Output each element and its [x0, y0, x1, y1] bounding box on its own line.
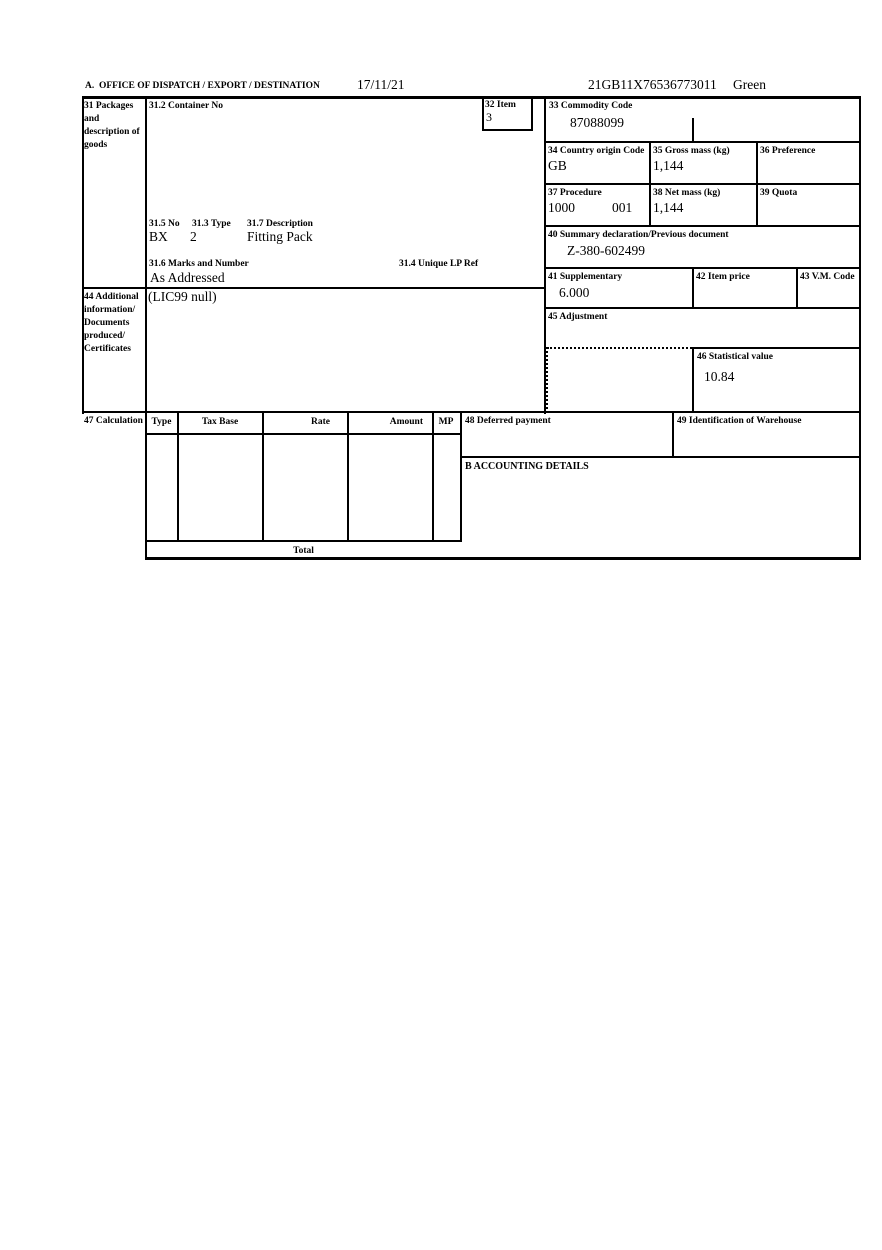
box31-7-description-label: 31.7 Description: [247, 219, 313, 229]
col48-49-divider: [672, 411, 674, 458]
calc-table-bottom-border: [145, 540, 462, 542]
box46-statistical-value: 10.84: [704, 369, 735, 384]
box33-bottom-border: [544, 141, 861, 143]
box40-previous-doc-label: 40 Summary declaration/Previous document: [548, 230, 729, 240]
box47-calculation-label: 47 Calculation: [84, 416, 143, 426]
form-top-border: [82, 96, 861, 99]
row41-bottom-border: [544, 307, 861, 309]
box44-label: 44 Additional information/ Documents produced/ Certificates: [84, 292, 139, 354]
calc-header-type: Type: [151, 417, 172, 427]
calc-total-label: Total: [293, 546, 314, 556]
label-column-divider: [145, 96, 147, 560]
col35-36-divider: [756, 141, 758, 227]
calc-header-rate: Rate: [311, 417, 330, 427]
box31-3-type-label: 31.3 Type: [192, 219, 231, 229]
calc-col3-divider: [347, 411, 349, 542]
box41-supplementary-label: 41 Supplementary: [548, 272, 623, 282]
box31-3-type-value: 2: [190, 229, 197, 244]
box32-item-label: 32 Item: [485, 100, 516, 110]
calc-table-right-border: [460, 411, 462, 542]
calc-header-amount: Amount: [389, 417, 423, 427]
box44-bottom-border: [82, 411, 861, 413]
row34-bottom-border: [544, 183, 861, 185]
box48-deferred-payment-label: 48 Deferred payment: [465, 416, 551, 426]
box43-vm-code-label: 43 V.M. Code: [800, 272, 855, 282]
box31-4-lp-ref-label: 31.4 Unique LP Ref: [399, 259, 479, 269]
box40-previous-doc-value: Z-380-602499: [567, 243, 645, 258]
calc-header-tax-base: Tax Base: [201, 417, 239, 427]
box45-adjustment-label: 45 Adjustment: [548, 312, 608, 322]
box46-statistical-value-label: 46 Statistical value: [697, 352, 773, 362]
calc-header-bottom-border: [145, 433, 462, 435]
box31-6-marks-value: As Addressed: [150, 270, 225, 285]
calc-col1-divider: [177, 411, 179, 542]
accounting-details-label: B ACCOUNTING DETAILS: [465, 461, 589, 472]
box38-net-mass-label: 38 Net mass (kg): [653, 188, 721, 198]
box32-item-value: 3: [486, 110, 492, 124]
box31-5-no-value: BX: [149, 229, 168, 244]
box41-supplementary-value: 6.000: [559, 285, 590, 300]
box49-warehouse-label: 49 Identification of Warehouse: [677, 416, 802, 426]
box46-left-border: [692, 347, 694, 413]
box37-procedure-label: 37 Procedure: [548, 188, 602, 198]
box34-origin-label: 34 Country origin Code: [548, 146, 645, 156]
box33-commodity-value: 87088099: [570, 115, 624, 130]
box36-preference-label: 36 Preference: [760, 146, 816, 156]
col41-42-divider: [692, 267, 694, 309]
mrn-number: 21GB11X76536773011: [588, 77, 717, 92]
calc-col2-divider: [262, 411, 264, 542]
routing-status: Green: [733, 77, 766, 92]
box44-value: (LIC99 null): [148, 289, 217, 304]
box31-6-marks-label: 31.6 Marks and Number: [149, 259, 249, 269]
box40-bottom-border: [544, 267, 861, 269]
box38-net-mass-value: 1,144: [653, 200, 684, 215]
box35-gross-mass-value: 1,144: [653, 158, 684, 173]
calc-header-mp: MP: [438, 417, 454, 427]
box35-gross-mass-label: 35 Gross mass (kg): [653, 146, 730, 156]
form-right-border: [859, 96, 861, 560]
box37-procedure-value1: 1000: [548, 200, 575, 215]
dotted-region-top-border: [547, 347, 692, 349]
box48-bottom-border: [460, 456, 861, 458]
box33-commodity-label: 33 Commodity Code: [549, 101, 633, 111]
dotted-region-left-border: [546, 347, 548, 413]
box46-top-border: [692, 347, 861, 349]
col42-43-divider: [796, 267, 798, 309]
declaration-date: 17/11/21: [357, 77, 405, 92]
col34-35-divider: [649, 141, 651, 227]
box37-procedure-value2: 001: [612, 200, 633, 215]
commodity-code-separator: [692, 118, 694, 143]
box34-origin-value: GB: [548, 158, 567, 173]
box31-5-no-label: 31.5 No: [149, 219, 180, 229]
calc-col4-divider: [432, 411, 434, 542]
box31-label: 31 Packages and description of goods: [84, 101, 140, 150]
box42-item-price-label: 42 Item price: [696, 272, 750, 282]
box31-7-description-value: Fitting Pack: [247, 229, 313, 244]
box31-2-container-label: 31.2 Container No: [149, 101, 223, 111]
box39-quota-label: 39 Quota: [760, 188, 798, 198]
row37-bottom-border: [544, 225, 861, 227]
office-of-dispatch-label: A. OFFICE OF DISPATCH / EXPORT / DESTINATION: [85, 81, 320, 91]
